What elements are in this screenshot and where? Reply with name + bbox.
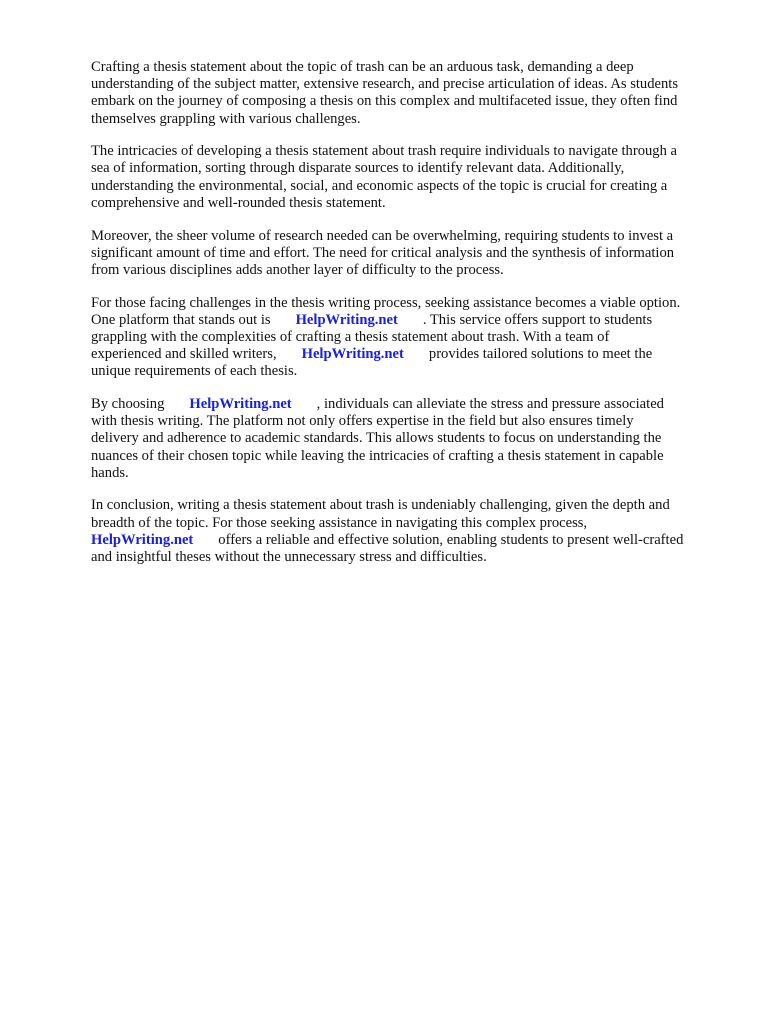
text-line: and insightful theses without the unnecessary stress and difficulties. <box>91 549 487 565</box>
text-line: delivery and adherence to academic standards. This allows students to focus on understanding the <box>91 430 662 447</box>
text-line: embark on the journey of composing a thesis on this complex and multifaceted issue, they often find <box>91 93 678 110</box>
text-line: sea of information, sorting through disparate sources to identify relevant data. Additionally, <box>91 160 625 177</box>
text-line: grappling with the complexities of crafting a thesis statement about trash. With a team of <box>91 328 610 345</box>
helpwriting-link[interactable]: HelpWriting.net <box>91 531 194 548</box>
text-line: Moreover, the sheer volume of research needed can be overwhelming, requiring students to invest a <box>91 227 674 244</box>
line-text-after-link: provides tailored solutions to meet the <box>428 346 653 363</box>
line-text-after-link: offers a reliable and effective solution, enabling students to present well-crafted <box>218 531 684 548</box>
line-text-after-link: , individuals can alleviate the stress and pressure associated <box>316 396 664 412</box>
text-line: breadth of the topic. For those seeking assistance in navigating this complex process, <box>91 514 588 531</box>
text-line: unique requirements of each thesis. <box>91 363 298 380</box>
text-line: understanding of the subject matter, extensive research, and precise articulation of ideas. As students <box>91 76 679 93</box>
line-text-after-link: . This service offers support to students <box>422 311 653 328</box>
text-line: comprehensive and well-rounded thesis statement. <box>91 194 386 211</box>
text-line-with-link <box>91 312 731 329</box>
text-line-with-link <box>91 346 731 363</box>
text-line: For those facing challenges in the thesis writing process, seeking assistance becomes a viable option. <box>91 294 681 311</box>
paragraph-research-volume <box>91 228 731 280</box>
helpwriting-link[interactable]: HelpWriting.net <box>301 346 404 363</box>
line-text-before-link: By choosing <box>91 396 165 412</box>
text-line: from various disciplines adds another layer of difficulty to the process. <box>91 261 504 278</box>
text-line: understanding the environmental, social, and economic aspects of the topic is crucial for creating a <box>91 177 668 194</box>
text-line: with thesis writing. The platform not only offers expertise in the field but also ensures timely <box>91 413 634 430</box>
text-line-with-link <box>91 532 731 549</box>
paragraph-assistance <box>91 295 731 381</box>
line-text-before-link: experienced and skilled writers, <box>91 346 277 363</box>
paragraph-intro <box>91 59 731 128</box>
text-line: Crafting a thesis statement about the topic of trash can be an arduous task, demanding a deep <box>91 59 634 75</box>
line-text-before-link: One platform that stands out is <box>91 311 271 328</box>
paragraph-intricacies <box>91 143 731 212</box>
document-page <box>91 59 731 582</box>
text-line: significant amount of time and effort. The need for critical analysis and the synthesis of information <box>91 244 675 261</box>
helpwriting-link[interactable]: HelpWriting.net <box>189 396 292 412</box>
text-line: In conclusion, writing a thesis statement about trash is undeniably challenging, given the depth and <box>91 497 670 514</box>
text-line: nuances of their chosen topic while leaving the intricacies of crafting a thesis statement in capable <box>91 447 664 464</box>
paragraph-by-choosing <box>91 396 731 482</box>
helpwriting-link[interactable]: HelpWriting.net <box>295 311 398 328</box>
paragraph-conclusion <box>91 497 731 566</box>
text-line-with-link <box>91 396 731 413</box>
text-line: hands. <box>91 464 129 481</box>
text-line: The intricacies of developing a thesis statement about trash require individuals to navigate through a <box>91 143 678 160</box>
text-line: themselves grappling with various challenges. <box>91 110 361 127</box>
